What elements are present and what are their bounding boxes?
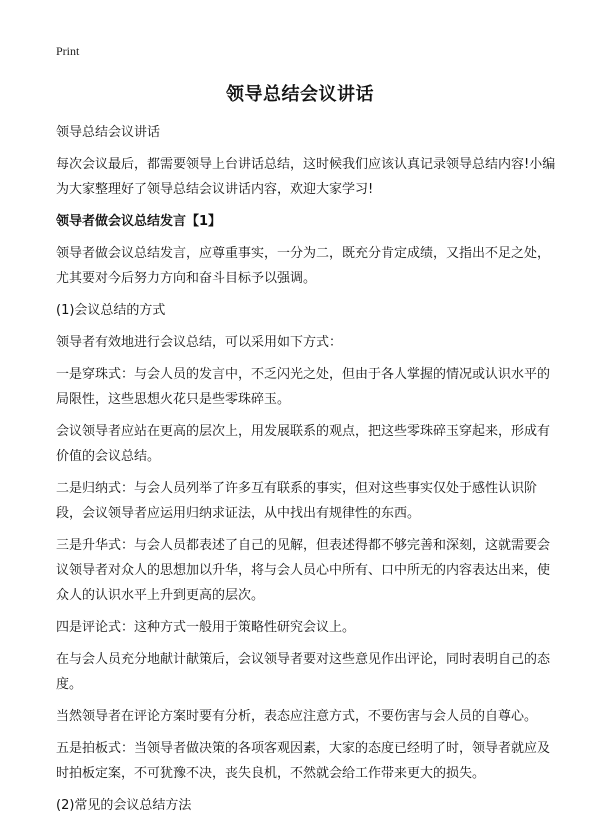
document-body xyxy=(56,120,556,825)
body-paragraph: 四是评论式：这种方式一般用于策略性研究会议上。 xyxy=(56,620,356,635)
section-heading: 领导者做会议总结发言【1】 xyxy=(56,214,222,229)
body-paragraph: 领导者有效地进行会议总结，可以采用如下方式： xyxy=(56,335,343,350)
body-paragraph: 三是升华式：与会人员都表述了自己的见解，但表述得都不够完善和深刻，这就需要会议领导者对众人的思想加以升华，将与会人员心中所有、口中所无的内容表达出来，使众人的认识水平上升到更高的层次。 xyxy=(56,538,551,603)
subsection-heading: (2)常见的会议总结方法 xyxy=(56,798,192,813)
body-paragraph: 会议领导者应站在更高的层次上，用发展联系的观点，把这些零珠碎玉穿起来，形成有价值的会议总结。 xyxy=(56,424,551,464)
body-paragraph: 五是拍板式：当领导者做决策的各项客观因素，大家的态度已经明了时，领导者就应及时拍板定案，不可犹豫不决，丧失良机，不然就会给工作带来更大的损失。 xyxy=(56,741,551,781)
body-paragraph: 领导总结会议讲话 xyxy=(56,125,161,140)
print-label: Print xyxy=(56,44,80,58)
document-title: 领导总结会议讲话 xyxy=(226,84,374,105)
body-paragraph: 一是穿珠式：与会人员的发言中，不乏闪光之处，但由于各人掌握的情况或认识水平的局限性，这些思想火花只是些零珠碎玉。 xyxy=(56,367,551,407)
body-paragraph: 每次会议最后，都需要领导上台讲话总结，这时候我们应该认真记录领导总结内容!小编为大家整理好了领导总结会议讲话内容，欢迎大家学习! xyxy=(56,157,556,197)
body-paragraph: 当然领导者在评论方案时要有分析，表态应注意方式，不要伤害与会人员的自尊心。 xyxy=(56,709,538,724)
body-paragraph: 在与会人员充分地献计献策后，会议领导者要对这些意见作出评论，同时表明自己的态度。 xyxy=(56,652,551,692)
body-paragraph: 领导者做会议总结发言，应尊重事实，一分为二，既充分肯定成绩，又指出不足之处，尤其要对今后努力方向和奋斗目标予以强调。 xyxy=(56,246,551,286)
body-paragraph: 二是归纳式：与会人员列举了许多互有联系的事实，但对这些事实仅处于感性认识阶段，会议领导者应运用归纳求证法，从中找出有规律性的东西。 xyxy=(56,481,538,521)
subsection-heading: (1)会议总结的方式 xyxy=(56,303,166,318)
